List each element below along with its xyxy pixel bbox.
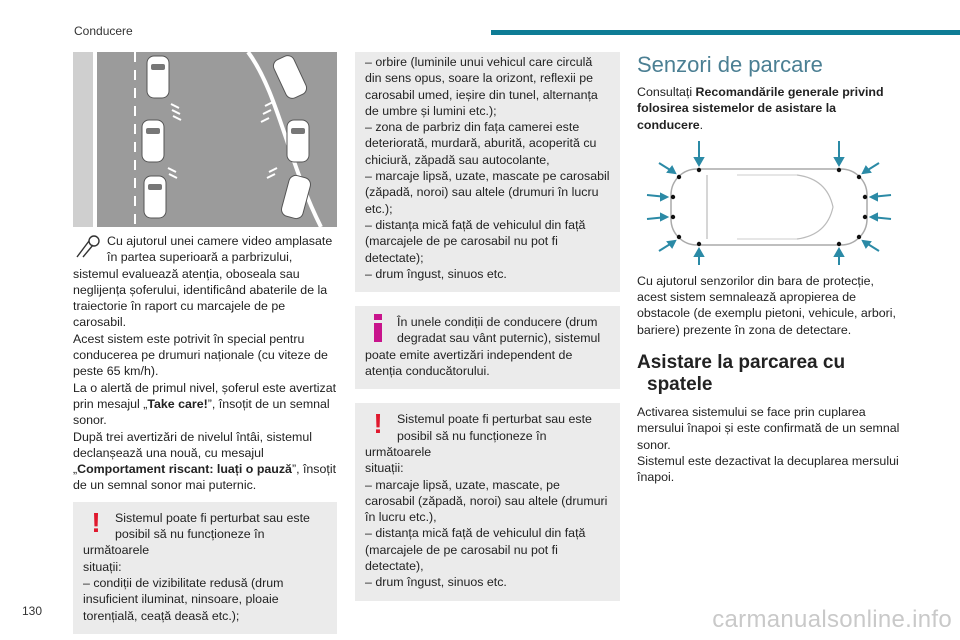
- info-box: [355, 306, 620, 389]
- warning-item: – condiții de vizibilitate redusă (drum insuficient iluminat, ninsoare, ploaie torențială, ceață deasă etc.);: [83, 575, 284, 623]
- activation-paragraph: Activarea sistemului se face prin cuplarea mersului înapoi și este confirmată de un semnal sonor.: [637, 405, 900, 452]
- paragraph-suitability: Acest sistem este potrivit în special pentru conducerea pe drumuri naționale (cu viteze de peste 65 km/h).: [73, 331, 328, 379]
- info-rest: poate emite avertizări independent de atenția conducătorului.: [365, 347, 573, 379]
- warning-line-2: posibil să nu funcționeze în următoarele: [365, 428, 547, 459]
- warning-exclamation-icon: !: [91, 506, 101, 538]
- note-text-line-1: Cu ajutorul unei camere video amplasate: [107, 234, 333, 248]
- warning-line-1: Sistemul poate fi perturbat sau este: [397, 412, 592, 427]
- page-number: 130: [22, 604, 43, 618]
- watermark: carmanualsonline.info: [712, 606, 952, 633]
- note-text-rest: sistemul evaluează atenția, oboseala sau neglijența șoferului, identificând abaterile de la traiectorie în raport cu marcajele de pe carosabil.: [73, 266, 328, 330]
- sensor-description: Cu ajutorul senzorilor din bara de protecție, acest sistem semnalează apropierea de obstacole (de exemplu pietoni, vehicule, arbori, bariere) prezente în zona de detectare.: [637, 273, 896, 337]
- take-care-message: Take care!: [147, 396, 208, 411]
- condition-item: – drum îngust, sinuos etc.: [365, 266, 507, 281]
- warning-box-col2: [355, 403, 620, 600]
- condition-item: – marcaje lipsă, uzate, mascate pe carosabil (zăpadă, noroi) sau altele (drumuri în lucru etc.);: [365, 169, 610, 216]
- header-accent-bar: [491, 30, 960, 35]
- steering-wheel-note-icon: [73, 233, 103, 261]
- intro-paragraph: Consultați Recomandările generale privind folosirea sistemelor de asistare la conducere.: [637, 85, 884, 132]
- info-icon: [365, 314, 391, 344]
- section-title: Senzori de parcare: [637, 52, 823, 77]
- risky-behaviour-message: Comportament riscant: luați o pauză: [77, 462, 292, 477]
- warning-line-3: situații:: [83, 559, 122, 574]
- warning-line-1: Sistemul poate fi perturbat sau este: [115, 510, 310, 525]
- condition-item: – orbire (luminile unui vehicul care circulă din sens opus, soare la orizont, reflexii pe carosabil umed, ieșire din tunel, alternanța de umbre și lumini etc.);: [365, 55, 598, 118]
- warning-line-3: situații:: [365, 461, 404, 476]
- rear-parking-title: [637, 352, 902, 396]
- warning-item: – distanța mică față de vehiculul din față (marcajele de pe carosabil nu pot fi detectate),: [365, 526, 586, 574]
- deactivation-paragraph: Sistemul este dezactivat la decuplarea mersului înapoi.: [637, 453, 899, 485]
- info-line-2: degradat sau vânt puternic), sistemul: [397, 331, 601, 346]
- column-2: [355, 52, 620, 601]
- parking-sensors-diagram: [637, 139, 902, 267]
- note-text-line-2: în partea superioară a parbrizului,: [107, 250, 293, 265]
- column-3: [637, 52, 902, 486]
- recommendations-link-text: Recomandările generale privind folosirea sistemelor de asistare la conducere: [637, 85, 884, 132]
- running-header: Conducere: [74, 24, 133, 38]
- driver-attention-illustration: [73, 52, 337, 227]
- warning-box-col1: [73, 502, 337, 634]
- warning-item: – marcaje lipsă, uzate, mascate, pe carosabil (zăpadă, noroi) sau altele (drumuri în lucru etc.),: [365, 477, 608, 525]
- column-1: [73, 52, 337, 634]
- rear-parking-title-line-2: spatele: [647, 374, 713, 396]
- paragraph-second-alert: După trei avertizări de nivelul întâi, sistemul declanșează una nouă, cu mesajul „Comportament riscant: luați o pauză”, însoțit de un semnal sonor mai puternic.: [73, 429, 337, 493]
- condition-item: – zona de parbriz din fața camerei este deteriorată, murdară, aburită, acoperită cu chiciură, zăpadă sau autocolante,: [365, 120, 597, 167]
- info-line-1: În unele condiții de conducere (drum: [397, 315, 598, 330]
- warning-line-2: posibil să nu funcționeze în următoarele: [83, 527, 265, 558]
- warning-exclamation-icon: !: [373, 408, 383, 440]
- paragraph-first-alert: La o alertă de primul nivel, șoferul este avertizat prin mesajul „Take care!”, însoțit de un semnal sonor.: [73, 380, 337, 428]
- conditions-box: [355, 52, 620, 292]
- condition-item: – distanța mică față de vehiculul din față (marcajele de pe carosabil nu pot fi detectate);: [365, 217, 586, 265]
- weaving-car-illustration: [73, 52, 337, 227]
- car-top-view-with-sensors: [637, 139, 902, 267]
- rear-parking-title-line-1: Asistare la parcarea cu: [637, 352, 846, 374]
- warning-item: – drum îngust, sinuos etc.: [365, 575, 507, 590]
